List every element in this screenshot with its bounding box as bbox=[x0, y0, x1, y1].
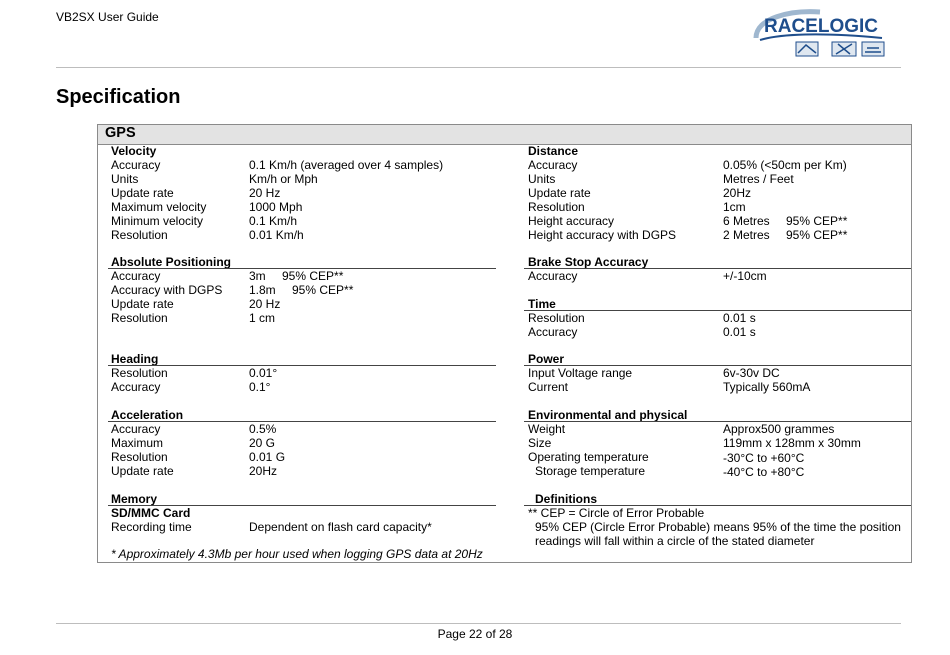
brake-stop-heading: Brake Stop Accuracy bbox=[528, 255, 649, 269]
section-divider bbox=[108, 421, 496, 422]
spec-value: 0.01 s bbox=[723, 325, 756, 339]
spec-label: Resolution bbox=[111, 366, 168, 380]
gps-header: GPS bbox=[105, 125, 136, 141]
spec-value: 2 Metres bbox=[723, 228, 770, 242]
heading-section-heading: Heading bbox=[111, 352, 159, 366]
spec-label: Update rate bbox=[528, 186, 591, 200]
spec-value: 0.05% (<50cm per Km) bbox=[723, 158, 847, 172]
cep-explanation-line2: readings will fall within a circle of the stated diameter bbox=[535, 534, 815, 548]
page-title: Specification bbox=[56, 86, 181, 108]
spec-value: 0.01 Km/h bbox=[249, 228, 304, 242]
cep-definition: ** CEP = Circle of Error Probable bbox=[528, 506, 705, 520]
spec-cep: 95% CEP** bbox=[786, 228, 848, 242]
header-rule bbox=[56, 67, 901, 68]
spec-label: Accuracy bbox=[111, 380, 161, 394]
spec-label: Accuracy bbox=[111, 158, 161, 172]
spec-label: Update rate bbox=[111, 297, 174, 311]
spec-value: +/-10cm bbox=[723, 269, 767, 283]
spec-value: 0.1 Km/h (averaged over 4 samples) bbox=[249, 158, 444, 172]
spec-label: Accuracy bbox=[111, 422, 161, 436]
document-title: VB2SX User Guide bbox=[56, 10, 159, 24]
velocity-heading: Velocity bbox=[111, 144, 157, 158]
spec-label: Maximum velocity bbox=[111, 200, 207, 214]
spec-value: 3m bbox=[249, 269, 266, 283]
spec-value: 20 Hz bbox=[249, 186, 281, 200]
spec-value: 0.1 Km/h bbox=[249, 214, 298, 228]
spec-cep: 95% CEP** bbox=[786, 214, 848, 228]
spec-label: Operating temperature bbox=[528, 450, 649, 464]
gps-header-bar bbox=[98, 125, 911, 145]
logo-text: RACELOGIC bbox=[764, 16, 878, 37]
spec-label: Accuracy bbox=[528, 325, 578, 339]
spec-value: 0.01° bbox=[249, 366, 278, 380]
spec-label: Recording time bbox=[111, 520, 192, 534]
spec-label: Resolution bbox=[111, 311, 168, 325]
spec-value: 0.01 s bbox=[723, 311, 756, 325]
acceleration-heading: Acceleration bbox=[111, 408, 184, 422]
spec-value: -30°C to +60°C bbox=[723, 451, 805, 465]
spec-label: Minimum velocity bbox=[111, 214, 204, 228]
spec-label: Current bbox=[528, 380, 569, 394]
distance-heading: Distance bbox=[528, 144, 579, 158]
spec-value: Metres / Feet bbox=[723, 172, 794, 186]
spec-value: 1.8m bbox=[249, 283, 276, 297]
spec-cep: 95% CEP** bbox=[292, 283, 354, 297]
spec-label: Storage temperature bbox=[535, 464, 646, 478]
environmental-heading: Environmental and physical bbox=[528, 408, 688, 422]
spec-label: Input Voltage range bbox=[528, 366, 633, 380]
spec-label: Height accuracy with DGPS bbox=[528, 228, 677, 242]
spec-cep: 95% CEP** bbox=[282, 269, 344, 283]
spec-label: Units bbox=[528, 172, 556, 186]
spec-label: Resolution bbox=[528, 311, 585, 325]
footer-rule bbox=[56, 623, 901, 624]
spec-label: Update rate bbox=[111, 186, 174, 200]
spec-label: Resolution bbox=[528, 200, 585, 214]
spec-value: Dependent on flash card capacity* bbox=[249, 520, 432, 534]
spec-value: 0.1° bbox=[249, 380, 271, 394]
spec-value: 0.5% bbox=[249, 422, 277, 436]
spec-label: Maximum bbox=[111, 436, 164, 450]
spec-value: Typically 560mA bbox=[723, 380, 811, 394]
spec-value: 20 G bbox=[249, 436, 276, 450]
spec-label: Size bbox=[528, 436, 552, 450]
spec-label: Resolution bbox=[111, 450, 168, 464]
memory-subheading: SD/MMC Card bbox=[111, 506, 191, 520]
time-heading: Time bbox=[528, 297, 556, 311]
spec-value: -40°C to +80°C bbox=[723, 465, 805, 479]
section-divider bbox=[524, 421, 911, 422]
spec-label: Accuracy bbox=[111, 269, 161, 283]
spec-label: Accuracy bbox=[528, 269, 578, 283]
spec-value: 20Hz bbox=[249, 464, 278, 478]
spec-value: 119mm x 128mm x 30mm bbox=[723, 436, 861, 450]
spec-value: 0.01 G bbox=[249, 450, 286, 464]
spec-value: 1000 Mph bbox=[249, 200, 303, 214]
gps-spec-table bbox=[97, 124, 912, 563]
spec-value: 6 Metres bbox=[723, 214, 770, 228]
section-divider bbox=[524, 268, 911, 269]
page-number: Page 22 of 28 bbox=[437, 627, 513, 641]
power-heading: Power bbox=[528, 352, 565, 366]
spec-value: 1 cm bbox=[249, 311, 276, 325]
memory-footnote: * Approximately 4.3Mb per hour used when logging GPS data at 20Hz bbox=[111, 547, 483, 561]
memory-heading: Memory bbox=[111, 492, 158, 506]
definitions-heading: Definitions bbox=[535, 492, 597, 506]
cep-explanation-line1: 95% CEP (Circle Error Probable) means 95% of the time the position bbox=[535, 520, 901, 534]
spec-label: Weight bbox=[528, 422, 566, 436]
spec-label: Update rate bbox=[111, 464, 174, 478]
spec-label: Resolution bbox=[111, 228, 168, 242]
spec-value: Approx500 grammes bbox=[723, 422, 835, 436]
spec-label: Accuracy bbox=[528, 158, 578, 172]
absolute-positioning-heading: Absolute Positioning bbox=[111, 255, 231, 269]
spec-value: 1cm bbox=[723, 200, 746, 214]
spec-value: 20Hz bbox=[723, 186, 752, 200]
racelogic-logo bbox=[750, 8, 890, 60]
spec-value: Km/h or Mph bbox=[249, 172, 318, 186]
spec-value: 20 Hz bbox=[249, 297, 281, 311]
spec-label: Height accuracy bbox=[528, 214, 615, 228]
spec-label: Accuracy with DGPS bbox=[111, 283, 223, 297]
spec-label: Units bbox=[111, 172, 139, 186]
spec-value: 6v-30v DC bbox=[723, 366, 780, 380]
